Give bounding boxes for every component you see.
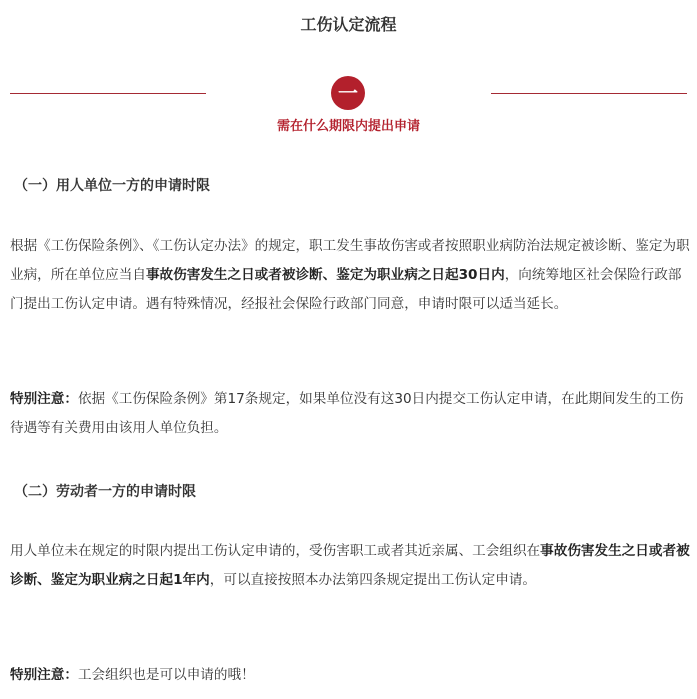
section1-heading: （一）用人单位一方的申请时限 [14,178,210,194]
step-subtitle: 需在什么期限内提出申请 [276,119,420,134]
section1-note-text: 依据《工伤保险条例》第17条规定，如果单位没有这30日内提交工伤认定申请，在此期间发生的工伤待遇等有关费用由该用人单位负担。 [10,391,684,436]
section1-paragraph-text-2: ，向统筹地区社会保险行政部门提出工伤认定申请。遇有特殊情况，经报社会保险行政部门同意，申请时限可以适当延长。 [10,267,682,312]
section1-paragraph-bold: 事故伤害发生之日或者被诊断、鉴定为职业病之日起30日内 [145,267,505,283]
page-title: 工伤认定流程 [300,15,397,34]
section2-note-label: 特别注意： [10,667,78,683]
section2-note [10,661,690,690]
section1-paragraph-text-1: 根据《工伤保险条例》、《工伤认定办法》的规定，职工发生事故伤害或者按照职业病防治法规定被诊断、鉴定为职业病，所在单位应当自 [10,238,690,283]
divider-line-right [491,93,687,94]
section2-heading: （二）劳动者一方的申请时限 [14,484,196,500]
section2-paragraph-bold: 事故伤害发生之日或者被诊断、鉴定为职业病之日起1年内 [10,543,690,588]
section2-paragraph [10,537,690,595]
section2-note-text: 工会组织也是可以申请的哦！ [77,667,255,683]
divider-line-left [10,93,206,94]
section1-note [10,385,690,443]
section1-note-label: 特别注意： [10,391,78,407]
section2-paragraph-text-1: 用人单位未在规定的时限内提出工伤认定申请的，受伤害职工或者其近亲属、工会组织在 [10,543,541,559]
section1-paragraph [10,232,690,319]
step-number-badge: 一 [331,76,365,110]
section2-paragraph-text-2: ，可以直接按照本办法第四条规定提出工伤认定申请。 [209,572,537,588]
